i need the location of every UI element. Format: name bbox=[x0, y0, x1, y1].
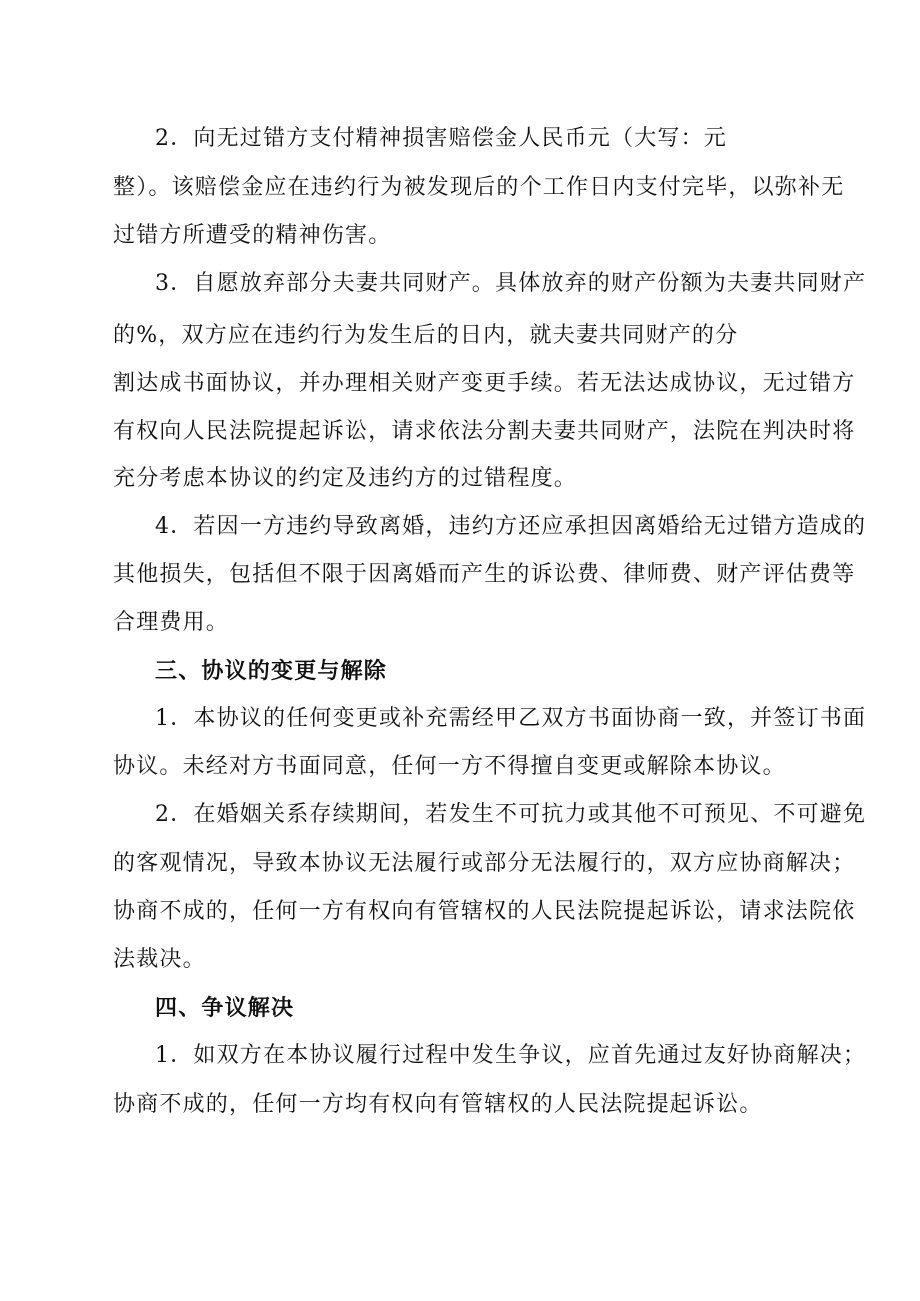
paragraph-line: 合理费用。 bbox=[113, 610, 230, 635]
paragraph-line: 协商不成的，任何一方均有权向有管辖权的人民法院提起诉讼。 bbox=[113, 1092, 763, 1117]
paragraph-line: 过错方所遭受的精神伤害。 bbox=[113, 223, 392, 248]
paragraph-line: 1．如双方在本协议履行过程中发生争议，应首先通过友好协商解决； bbox=[155, 1043, 867, 1068]
paragraph-line: 协议。未经对方书面同意，任何一方不得擅自变更或解除本协议。 bbox=[113, 754, 786, 779]
paragraph-line: 有权向人民法院提起诉讼，请求依法分割夫妻共同财产，法院在判决时将 bbox=[113, 419, 856, 444]
section-heading: 四、争议解决 bbox=[155, 995, 295, 1021]
paragraph-line: 割达成书面协议，并办理相关财产变更手续。若无法达成协议，无过错方 bbox=[113, 371, 856, 396]
paragraph-line: 的%，双方应在违约行为发生后的日内，就夫妻共同财产的分 bbox=[113, 323, 739, 348]
paragraph-line: 2．在婚姻关系存续期间，若发生不可抗力或其他不可预见、不可避免 bbox=[155, 802, 867, 827]
paragraph-line: 1．本协议的任何变更或补充需经甲乙双方书面协商一致，并签订书面 bbox=[155, 706, 867, 731]
paragraph-line: 2．向无过错方支付精神损害赔偿金人民币元（大写：元 bbox=[155, 126, 727, 151]
paragraph-line: 的客观情况，导致本协议无法履行或部分无法履行的，双方应协商解决； bbox=[113, 851, 856, 876]
paragraph-line: 充分考虑本协议的约定及违约方的过错程度。 bbox=[113, 466, 578, 491]
paragraph-line: 其他损失，包括但不限于因离婚而产生的诉讼费、律师费、财产评估费等 bbox=[113, 562, 856, 587]
paragraph-line: 整）。该赔偿金应在违约行为被发现后的个工作日内支付完毕，以弥补无 bbox=[113, 175, 845, 200]
paragraph-line: 3．自愿放弃部分夫妻共同财产。具体放弃的财产份额为夫妻共同财产 bbox=[155, 271, 867, 296]
section-heading: 三、协议的变更与解除 bbox=[155, 658, 388, 684]
paragraph-line: 协商不成的，任何一方有权向有管辖权的人民法院提起诉讼，请求法院依 bbox=[113, 899, 856, 924]
paragraph-line: 法裁决。 bbox=[113, 947, 206, 972]
paragraph-line: 4．若因一方违约导致离婚，违约方还应承担因离婚给无过错方造成的 bbox=[155, 514, 867, 539]
